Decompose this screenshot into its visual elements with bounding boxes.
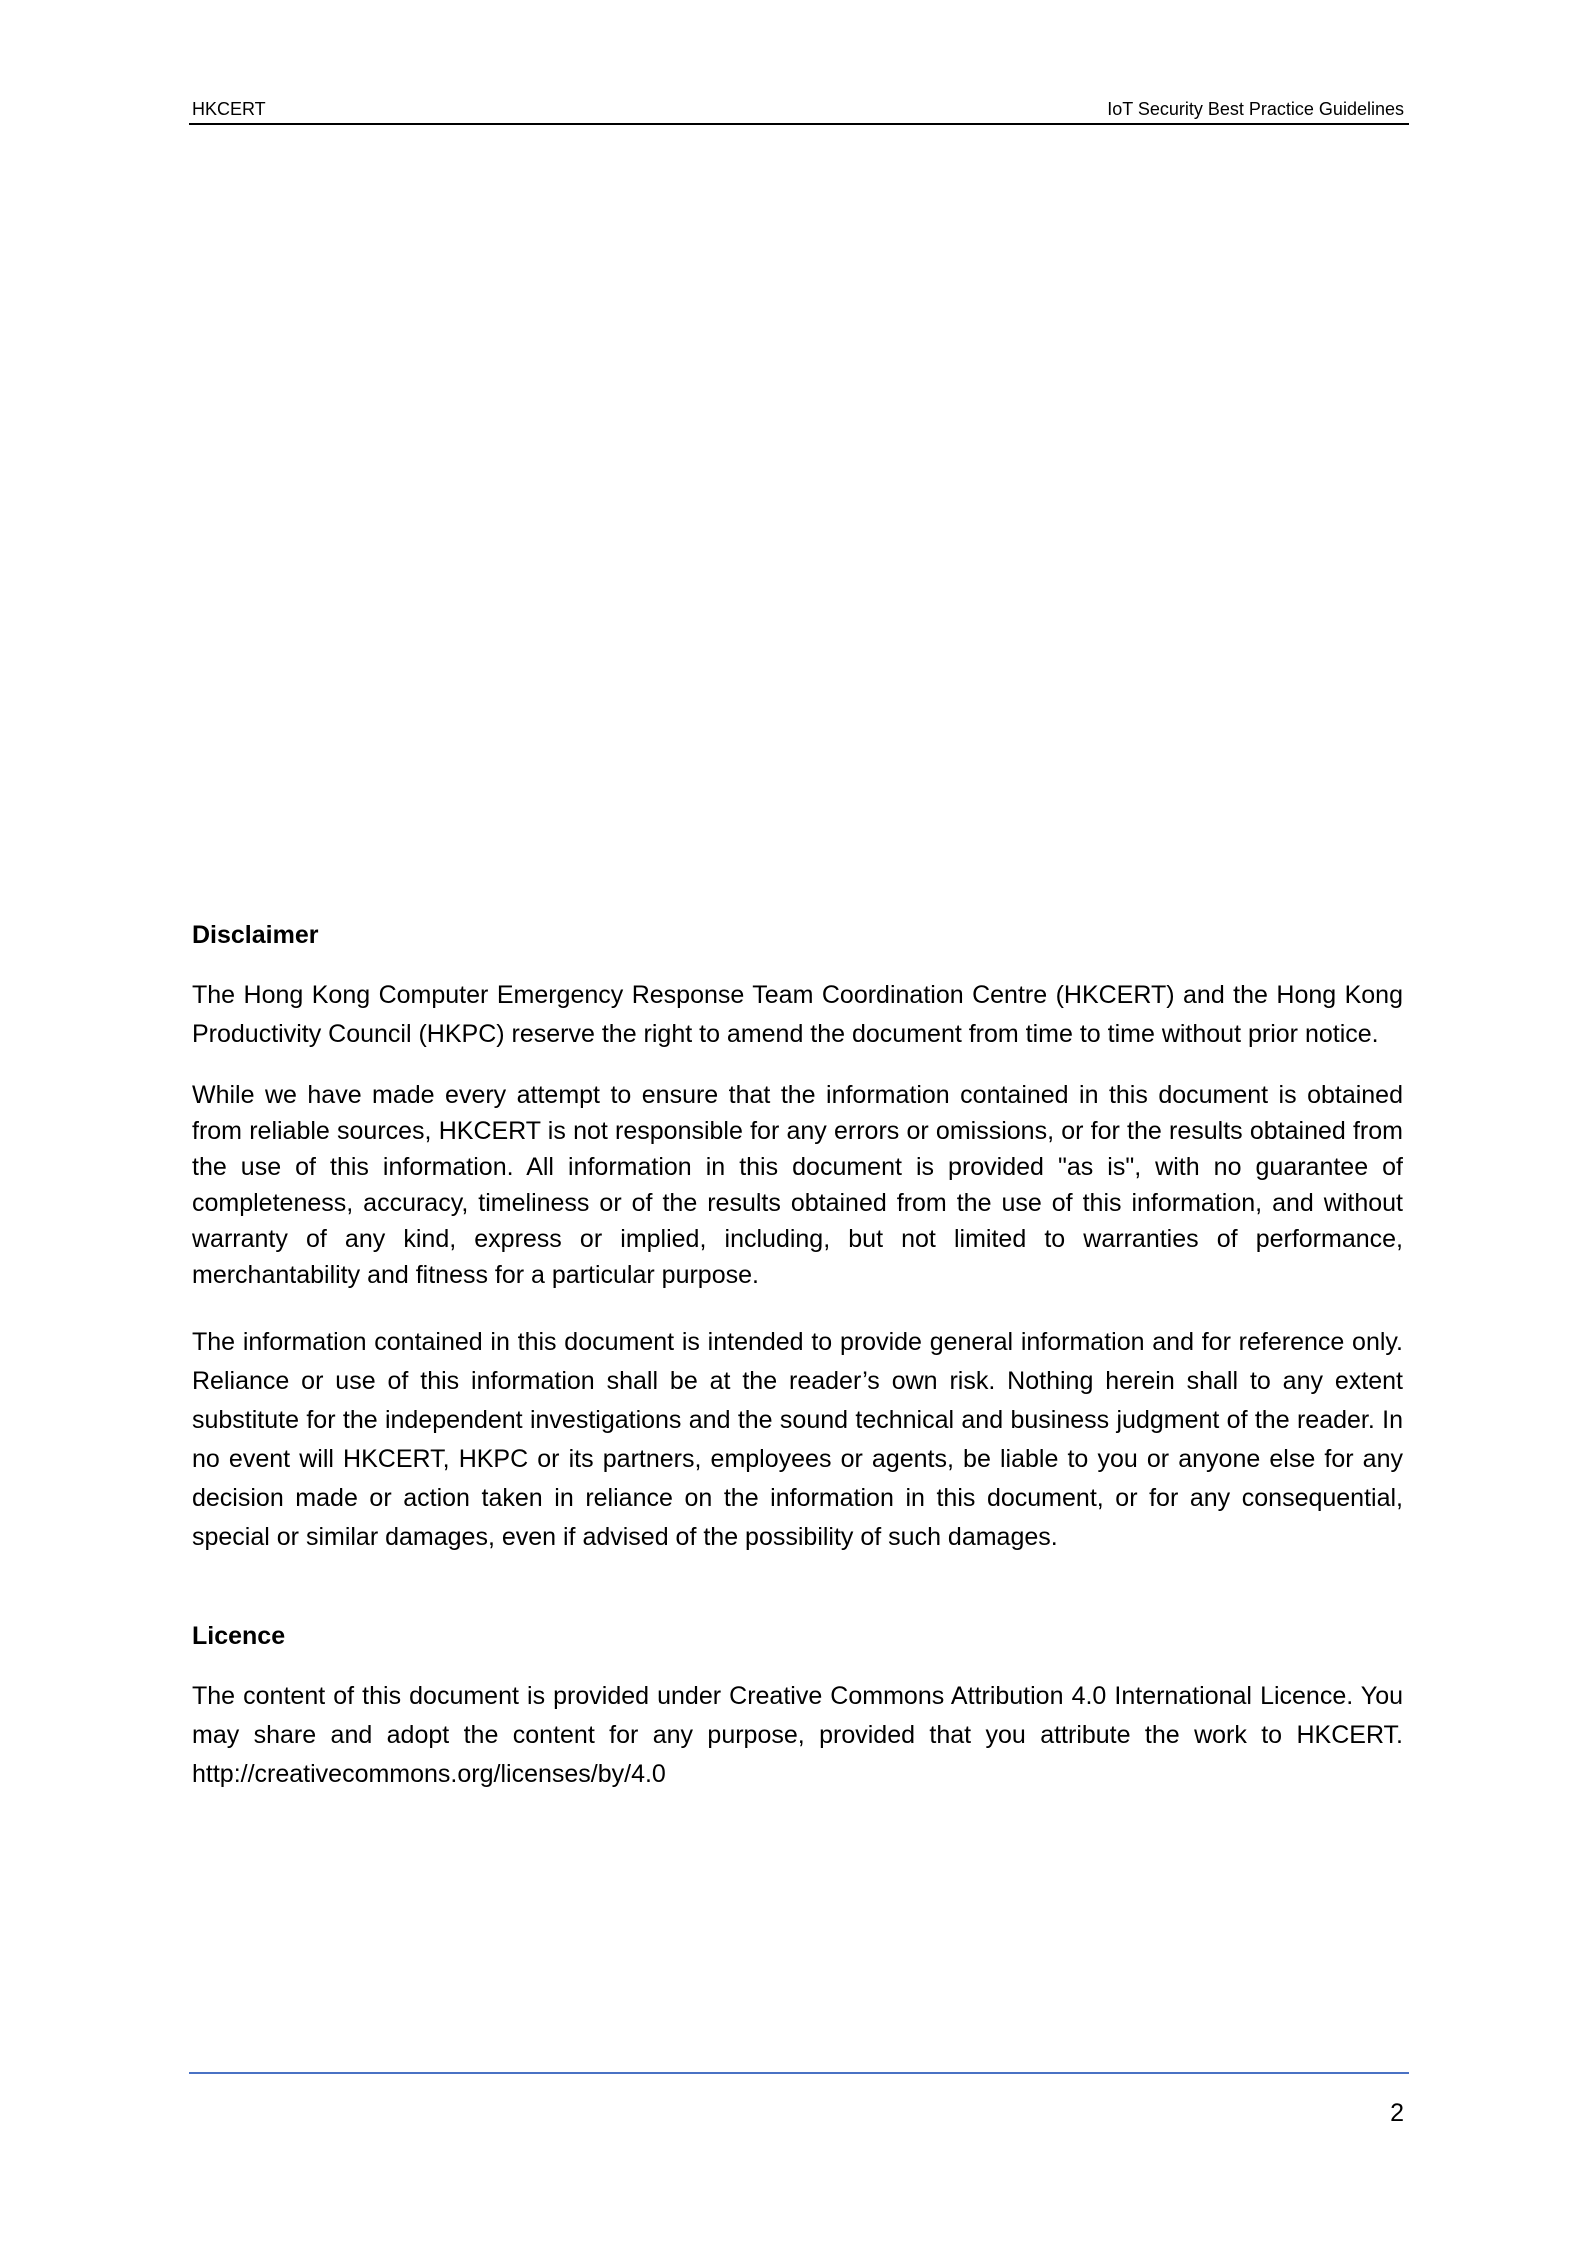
disclaimer-heading: Disclaimer bbox=[192, 921, 319, 949]
footer-divider bbox=[189, 2072, 1409, 2074]
disclaimer-section bbox=[192, 918, 1403, 1557]
disclaimer-paragraph-2: While we have made every attempt to ensure that the information contained in this document is obtained from reliable sources, HKCERT is not responsible for any errors or omissions, or for the results obtained from the use of this information. All information in this document is provided "as is", with no guarantee of completeness, accuracy, timeliness or of the results obtained from the use of this information, and without warranty of any kind, express or implied, including, but not limited to warranties of performance, merchantability and fitness for a particular purpose. bbox=[192, 1081, 1403, 1289]
header-organization: HKCERT bbox=[192, 99, 266, 119]
disclaimer-paragraph-1: The Hong Kong Computer Emergency Response Team Coordination Centre (HKCERT) and the Hong Kong Productivity Council (HKPC) reserve the right to amend the document from time to time without prior notice. bbox=[192, 981, 1403, 1048]
header-divider bbox=[189, 123, 1409, 125]
page-number: 2 bbox=[1390, 2099, 1404, 2127]
licence-paragraph: The content of this document is provided under Creative Commons Attribution 4.0 International Licence. You may share and adopt the content for any purpose, provided that you attribute the work to HKCERT. http://creativecommons.org/licenses/by/4.0 bbox=[192, 1682, 1403, 1788]
licence-section bbox=[192, 1619, 1403, 1794]
licence-heading: Licence bbox=[192, 1622, 286, 1650]
disclaimer-paragraph-3: The information contained in this document is intended to provide general information and for reference only. Reliance or use of this information shall be at the reader’s own risk. Nothing herein shall to any extent substitute for the independent investigations and the sound technical and business judgment of the reader. In no event will HKCERT, HKPC or its partners, employees or agents, be liable to you or anyone else for any decision made or action taken in reliance on the information in this document, or for any consequential, special or similar damages, even if advised of the possibility of such damages. bbox=[192, 1328, 1403, 1551]
page-header bbox=[192, 96, 1408, 124]
page-body bbox=[192, 918, 1403, 1794]
header-document-title: IoT Security Best Practice Guidelines bbox=[1107, 99, 1404, 119]
